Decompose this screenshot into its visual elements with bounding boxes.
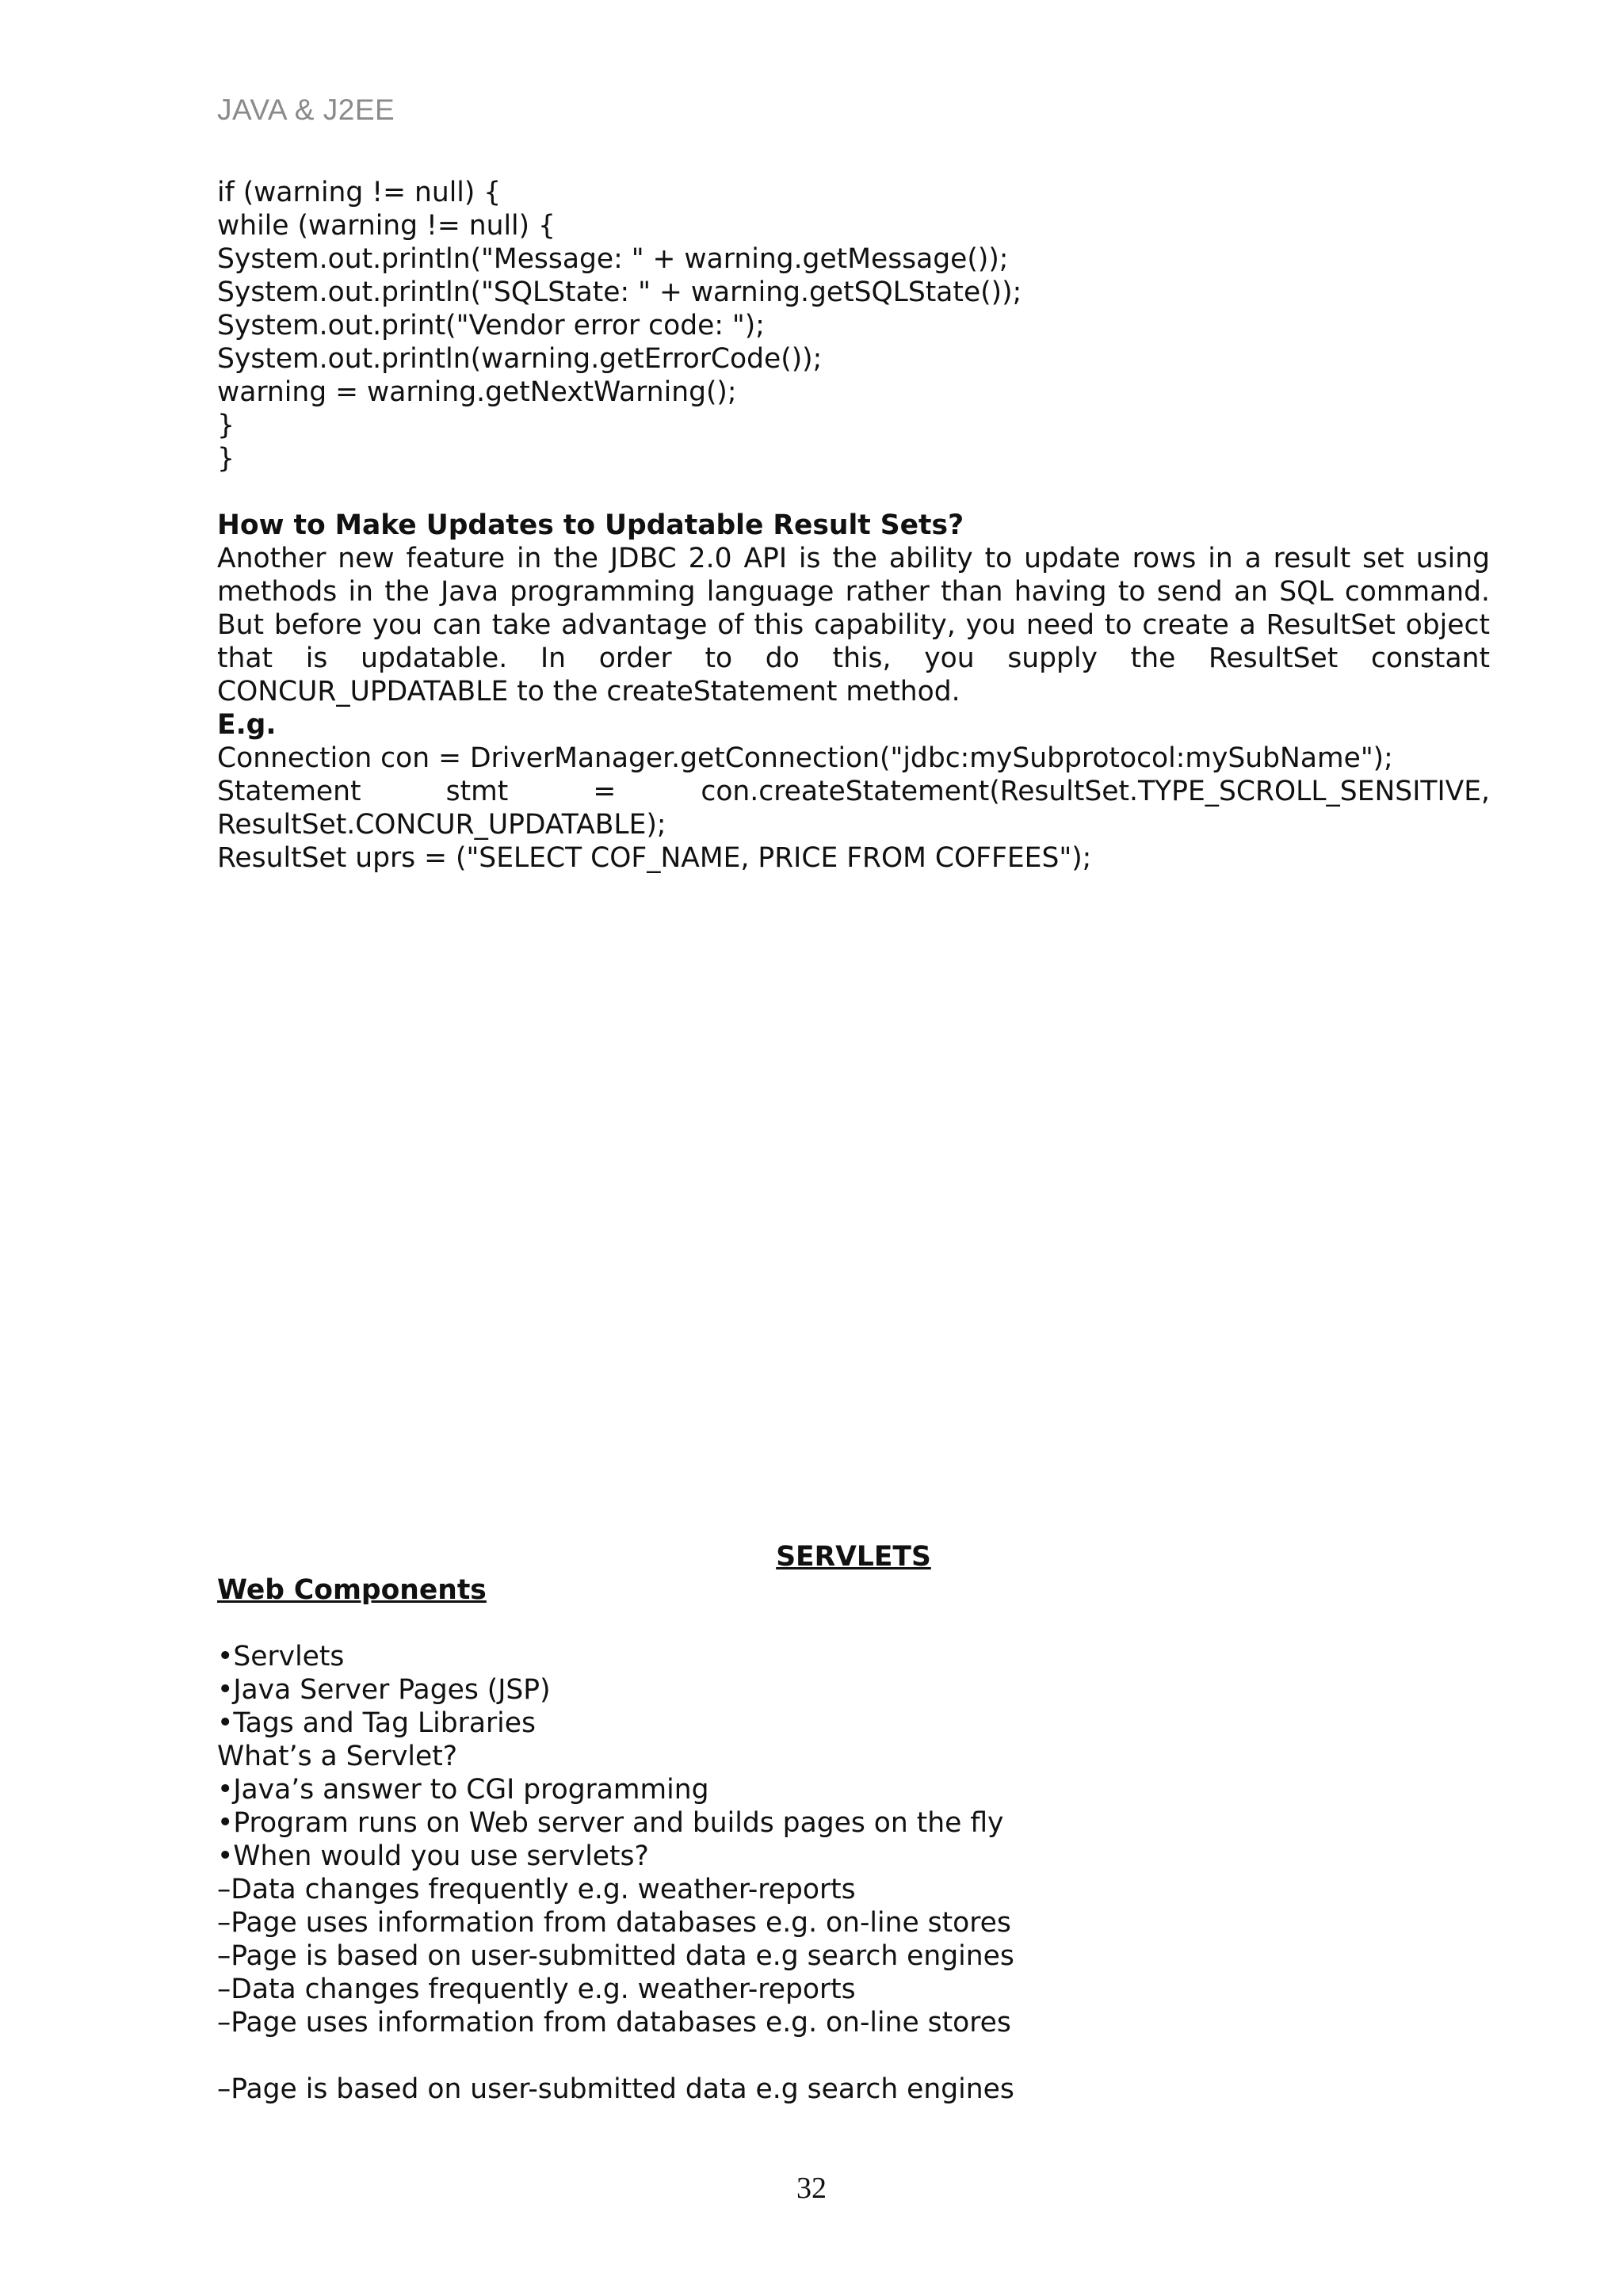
section-heading: How to Make Updates to Updatable Result Sets? (217, 509, 964, 541)
servlet-list (217, 1640, 1490, 2106)
list-item: •Java’s answer to CGI programming (217, 1774, 709, 1806)
spacer (217, 1607, 1490, 1640)
list-item: •Tags and Tag Libraries (217, 1707, 536, 1739)
paragraph-line: methods in the Java programming language rather than having to send an SQL command. (217, 576, 1490, 608)
code-line: ResultSet uprs = ("SELECT COF_NAME, PRICE FROM COFFEES"); (217, 842, 1092, 874)
list-item: –Page uses information from databases e.g. on-line stores (217, 1907, 1011, 1939)
list-item: –Data changes frequently e.g. weather-reports (217, 1874, 856, 1905)
code-line: } (217, 443, 235, 475)
list-item: •Java Server Pages (JSP) (217, 1674, 551, 1706)
code-line: System.out.print("Vendor error code: "); (217, 310, 765, 341)
list-item: –Data changes frequently e.g. weather-reports (217, 1974, 856, 2005)
code-line: System.out.println(warning.getErrorCode()); (217, 343, 823, 375)
section-title: SERVLETS (776, 1541, 931, 1573)
list-item: –Page is based on user-submitted data e.g search engines (217, 2073, 1014, 2105)
code-line: while (warning != null) { (217, 210, 556, 242)
list-item: –Page uses information from databases e.g. on-line stores (217, 2007, 1011, 2039)
paragraph-line: that is updatable. In order to do this, you supply the ResultSet constant (217, 643, 1490, 674)
code-line: } (217, 410, 235, 441)
list-item: •Servlets (217, 1641, 345, 1672)
list-item: •When would you use servlets? (217, 1840, 649, 1872)
list-item: –Page is based on user-submitted data e.g search engines (217, 1940, 1014, 1972)
list-item: What’s a Servlet? (217, 1741, 458, 1772)
list-item: •Program runs on Web server and builds pages on the fly (217, 1807, 1004, 1839)
whitespace-gap (217, 875, 1490, 1540)
code-block-warnings (217, 176, 1490, 475)
code-line: Statement stmt = con.createStatement(ResultSet.TYPE_SCROLL_SENSITIVE, (217, 776, 1490, 807)
code-line: ResultSet.CONCUR_UPDATABLE); (217, 809, 666, 841)
code-line: Connection con = DriverManager.getConnection("jdbc:mySubprotocol:mySubName"); (217, 742, 1393, 774)
code-line: System.out.println("SQLState: " + warning.getSQLState()); (217, 277, 1022, 308)
code-line: if (warning != null) { (217, 177, 502, 208)
page-number: 32 (796, 2172, 827, 2205)
running-header: JAVA & J2EE (217, 93, 395, 126)
code-line: warning = warning.getNextWarning(); (217, 376, 737, 408)
spacer (217, 475, 1490, 509)
code-line: System.out.println("Message: " + warning.getMessage()); (217, 243, 1009, 275)
paragraph-line: Another new feature in the JDBC 2.0 API is the ability to update rows in a result set using (217, 543, 1490, 574)
section-subtitle: Web Components (217, 1574, 487, 1606)
page-content (217, 176, 1490, 2106)
paragraph-line: CONCUR_UPDATABLE to the createStatement method. (217, 676, 960, 707)
example-label: E.g. (217, 709, 277, 741)
spacer (217, 2039, 1490, 2073)
paragraph-line: But before you can take advantage of this capability, you need to create a ResultSet object (217, 609, 1490, 641)
